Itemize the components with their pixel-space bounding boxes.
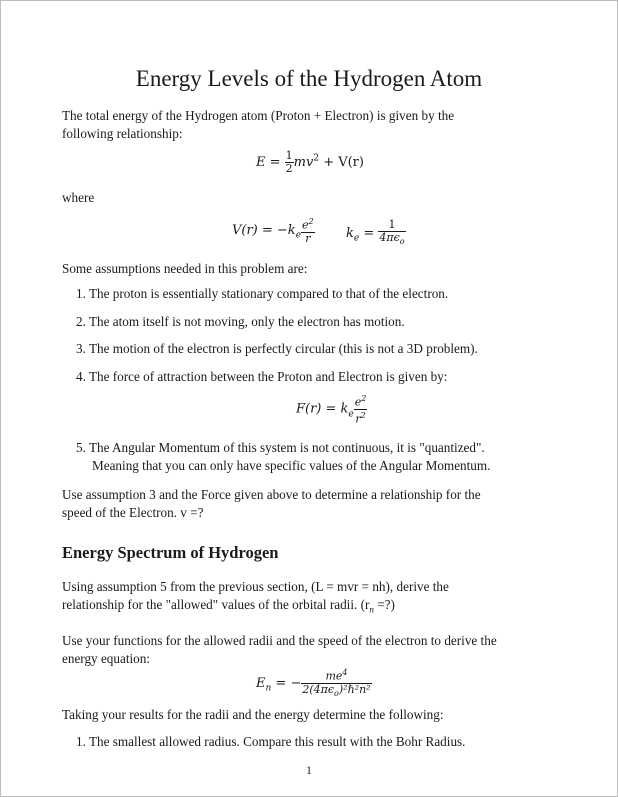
mv-term: mv bbox=[293, 155, 314, 170]
force-num-sup: 2 bbox=[361, 394, 367, 403]
half-numerator: 1 bbox=[285, 149, 293, 162]
para2-sub: n bbox=[369, 604, 374, 615]
force-den-sup: 2 bbox=[360, 410, 366, 420]
en-lhs: E bbox=[256, 675, 266, 691]
sq-sup: 2 bbox=[313, 153, 320, 164]
force-equation bbox=[296, 393, 367, 425]
assumption-3: 3. The motion of the electron is perfectly circular (this is not a 3D problem). bbox=[76, 341, 478, 356]
energy-lhs: E = bbox=[256, 155, 285, 170]
assumption-4: 4. The force of attraction between the Proton and Electron is given by: bbox=[76, 369, 448, 384]
section-heading: Energy Spectrum of Hydrogen bbox=[62, 543, 279, 562]
para3-line-2: energy equation: bbox=[62, 651, 151, 666]
force-den: r bbox=[355, 412, 361, 426]
energy-levels-equation bbox=[256, 667, 372, 700]
para4: Taking your results for the radii and the energy determine the following: bbox=[62, 707, 444, 722]
potential-num: e bbox=[302, 218, 309, 232]
assumptions-intro: Some assumptions needed in this problem are: bbox=[62, 261, 308, 276]
ke-equation bbox=[346, 219, 406, 248]
en-num-sup: 4 bbox=[342, 668, 348, 677]
page-number: 1 bbox=[306, 763, 312, 777]
ke-den: 4πϵ bbox=[379, 231, 400, 244]
intro-line-1: The total energy of the Hydrogen atom (Proton + Electron) is given by the bbox=[62, 108, 455, 123]
potential-equation bbox=[232, 216, 315, 245]
para2-end: =?) bbox=[373, 597, 395, 612]
force-sub: e bbox=[348, 409, 354, 420]
where-label: where bbox=[62, 190, 95, 205]
en-eq: = − bbox=[271, 675, 302, 691]
potential-num-sup: 2 bbox=[308, 217, 314, 226]
page-title: Energy Levels of the Hydrogen Atom bbox=[135, 66, 483, 91]
para2-line-1: Using assumption 5 from the previous section, (L = mvr = nh), derive the bbox=[62, 579, 449, 594]
assumption-2: 2. The atom itself is not moving, only the electron has motion. bbox=[76, 314, 405, 329]
use3-line-2: speed of the Electron. v =? bbox=[62, 505, 204, 520]
force-lhs: F(r) = k bbox=[296, 401, 349, 417]
final-item: 1. The smallest allowed radius. Compare this result with the Bohr Radius. bbox=[76, 734, 466, 749]
ke-den-sub: o bbox=[399, 237, 405, 247]
en-sub: n bbox=[265, 683, 272, 694]
ke-eq: = bbox=[359, 226, 379, 242]
para2-line-2 bbox=[62, 596, 395, 619]
para3-line-1: Use your functions for the allowed radii and the speed of the electron to derive the bbox=[62, 633, 497, 648]
assumption-5-line-1: 5. The Angular Momentum of this system is not continuous, it is "quantized". bbox=[76, 440, 485, 455]
ke-lhs: k bbox=[346, 226, 354, 242]
intro-line-2: following relationship: bbox=[62, 126, 183, 141]
en-den: 2(4πϵ bbox=[302, 682, 335, 696]
ke-num: 1 bbox=[388, 218, 396, 231]
potential-lhs: V(r) = −k bbox=[232, 222, 296, 238]
en-num: me bbox=[325, 669, 343, 683]
ke-sub: e bbox=[353, 233, 360, 244]
en-den-sub: o bbox=[334, 688, 339, 698]
half-denominator: 2 bbox=[285, 162, 293, 175]
potential-sub: e bbox=[295, 230, 302, 241]
energy-equation bbox=[256, 150, 364, 175]
assumption-1: 1. The proton is essentially stationary compared to that of the electron. bbox=[76, 286, 449, 301]
potential-den: r bbox=[301, 232, 315, 245]
force-num: e bbox=[354, 395, 362, 409]
use3-line-1: Use assumption 3 and the Force given above to determine a relationship for the bbox=[62, 487, 481, 502]
assumption-5-line-2: Meaning that you can only have specific values of the Angular Momentum. bbox=[92, 458, 491, 473]
en-den-rest: )²ℏ²n² bbox=[338, 682, 371, 696]
para2-text: relationship for the "allowed" values of the orbital radii. (r bbox=[62, 597, 370, 612]
energy-rest: + V(r) bbox=[319, 155, 364, 170]
